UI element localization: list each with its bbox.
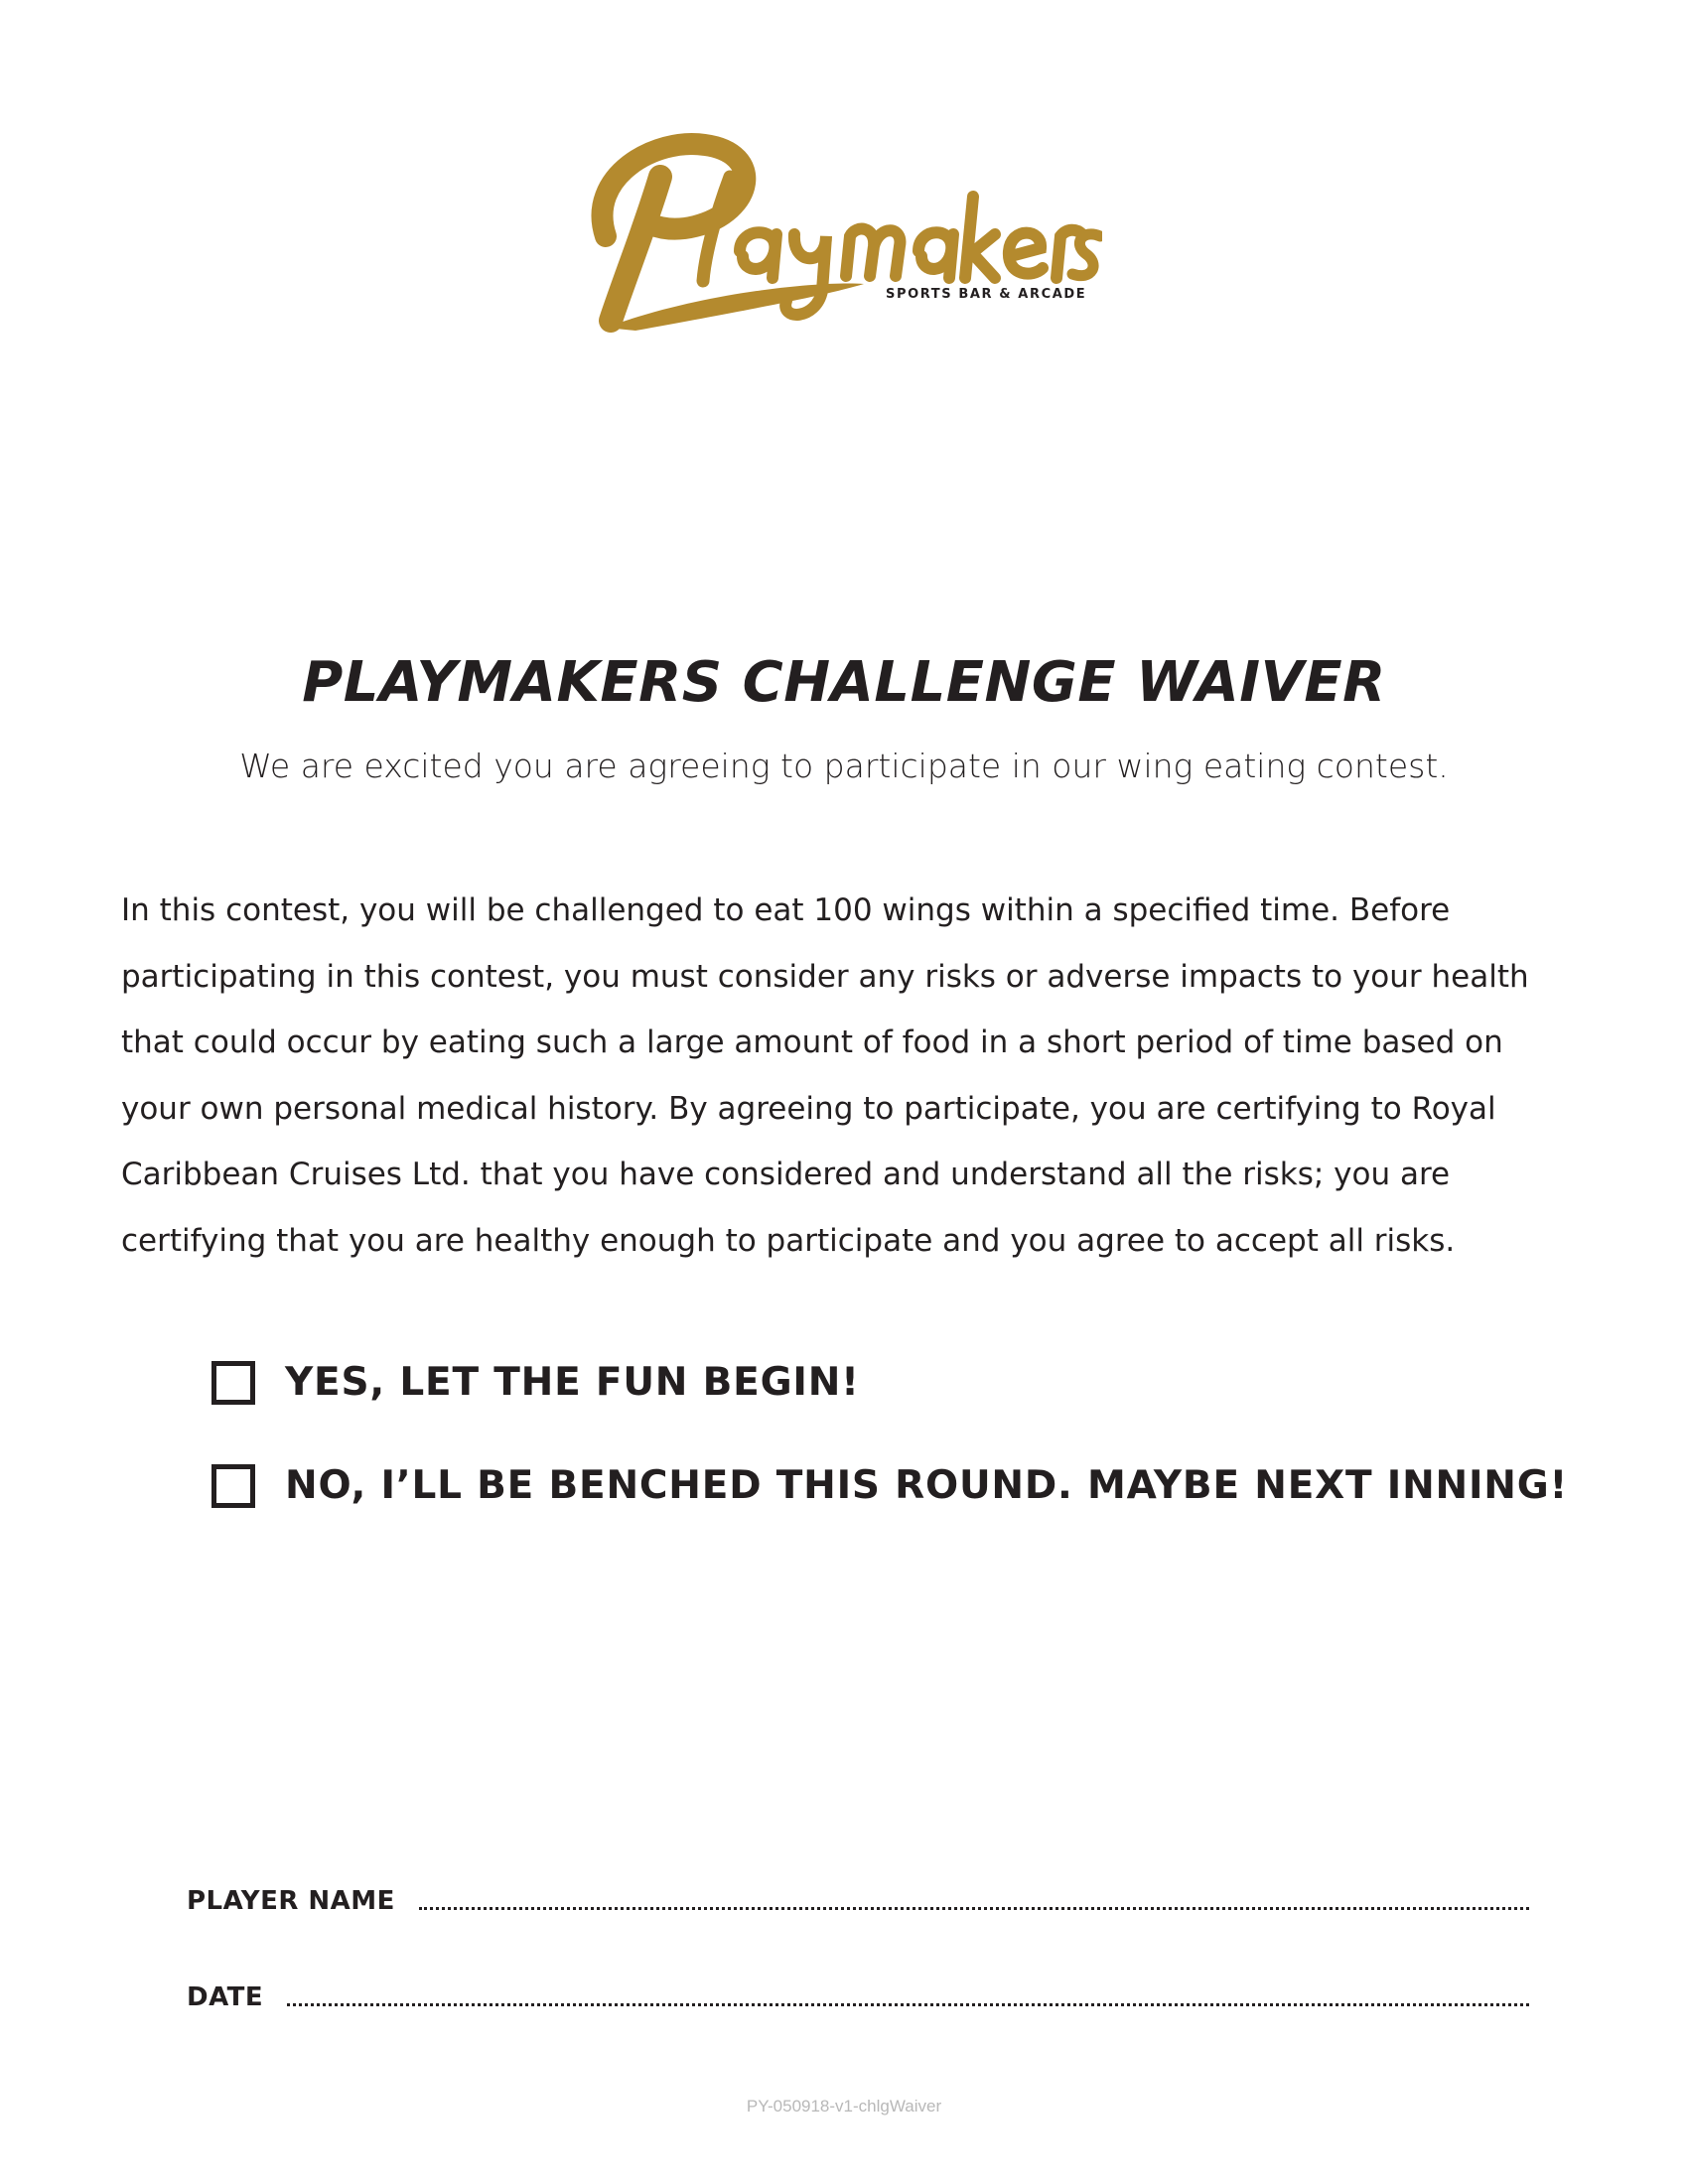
logo-tagline: SPORTS BAR & ARCADE bbox=[886, 287, 1087, 302]
page-title: PLAYMAKERS CHALLENGE WAIVER bbox=[302, 650, 1386, 715]
date-field bbox=[187, 1982, 1529, 2012]
document-code: PY-050918-v1-chlgWaiver bbox=[746, 2097, 942, 2116]
no-checkbox[interactable] bbox=[211, 1464, 255, 1508]
date-label: DATE bbox=[187, 1982, 264, 2012]
no-choice-label: NO, I’LL BE BENCHED THIS ROUND. MAYBE NEXT INNING! bbox=[285, 1463, 1569, 1508]
playmakers-logo bbox=[566, 117, 1102, 345]
player-name-line[interactable] bbox=[419, 1907, 1529, 1910]
playmakers-logo-graphic bbox=[566, 117, 1102, 345]
yes-choice-label: YES, LET THE FUN BEGIN! bbox=[285, 1360, 860, 1405]
yes-checkbox[interactable] bbox=[211, 1361, 255, 1405]
no-choice[interactable] bbox=[211, 1463, 1568, 1508]
date-line[interactable] bbox=[287, 2003, 1529, 2006]
player-name-field bbox=[187, 1886, 1529, 1916]
yes-choice[interactable] bbox=[211, 1360, 860, 1405]
player-name-label: PLAYER NAME bbox=[187, 1886, 395, 1916]
subtitle: We are excited you are agreeing to participate in our wing eating contest. bbox=[239, 747, 1449, 785]
waiver-body-text: In this contest, you will be challenged to eat 100 wings within a specified time. Before participating in this contest, you must consider any risks or adverse impacts to your health that could occur by eating such a large amount of food in a short period of time based on your own personal medical history. By agreeing to participate, you are certifying to Royal Caribbean Cruises Ltd. that you have considered and understand all the risks; you are certifying that you are healthy enough to participate and you agree to accept all risks. bbox=[121, 892, 1529, 1259]
